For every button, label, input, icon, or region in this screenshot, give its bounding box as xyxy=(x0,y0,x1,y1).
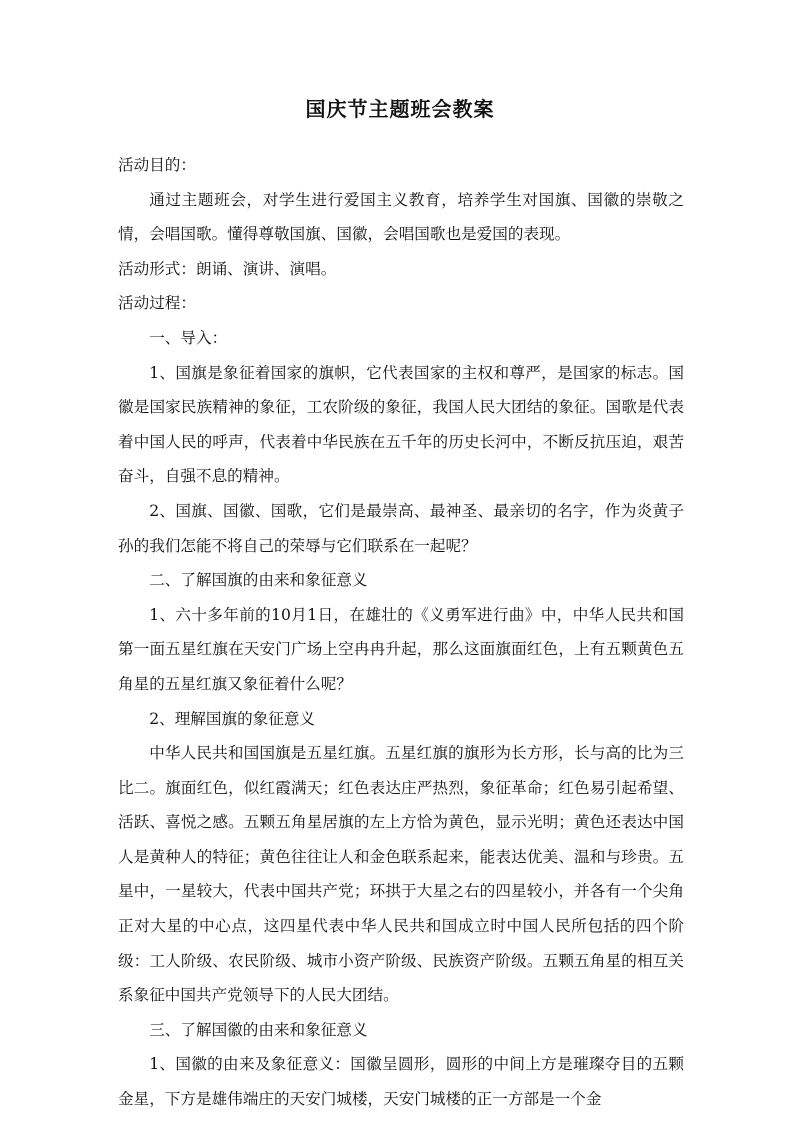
paragraph: 活动目的： xyxy=(118,156,196,174)
paragraph: 1、国旗是象征着国家的旗帜，它代表国家的主权和尊严，是国家的标志。国徽是国家民族精神的象征，工农阶级的象征，我国人民大团结的象征。国歌是代表着中国人民的呼声，代表着中华民族在五千年的历史长河中，不断反抗压迫，艰苦奋斗，自强不息的精神。 xyxy=(118,363,684,486)
paragraph: 活动过程： xyxy=(118,294,196,313)
paragraph: 活动形式：朗诵、演讲、演唱。 xyxy=(118,259,337,278)
document-title: 国庆节主题班会教案 xyxy=(305,97,495,121)
section-heading: 一、导入： xyxy=(149,328,228,347)
section-heading: 二、了解国旗的由来和象征意义 xyxy=(149,571,368,590)
section-heading: 三、了解国徽的由来和象征意义 xyxy=(149,1020,368,1039)
paragraph: 2、国旗、国徽、国歌，它们是最崇高、最神圣、最亲切的名字，作为炎黄子孙的我们怎能不将自己的荣辱与它们联系在一起呢？ xyxy=(118,501,684,555)
paragraph: 通过主题班会，对学生进行爱国主义教育，培养学生对国旗、国徽的崇敬之情，会唱国歌。懂得尊敬国旗、国徽，会唱国歌也是爱国的表现。 xyxy=(118,190,684,244)
paragraph: 1、国徽的由来及象征意义：国徽呈圆形，圆形的中间上方是璀璨夺目的五颗金星，下方是雄伟端庄的天安门城楼，天安门城楼的正一方部是一个金 xyxy=(118,1055,684,1109)
document-body xyxy=(118,148,684,1117)
paragraph: 1、六十多年前的10月1日，在雄壮的《义勇军进行曲》中，中华人民共和国第一面五星红旗在天安门广场上空冉冉升起，那么这面旗面红色，上有五颗黄色五角星的五星红旗又象征着什么呢？ xyxy=(118,605,684,693)
paragraph: 中华人民共和国国旗是五星红旗。五星红旗的旗形为长方形，长与高的比为三比二。旗面红色，似红霞满天；红色表达庄严热烈，象征革命；红色易引起希望、活跃、喜悦之感。五颗五角星居旗的左上方恰为黄色，显示光明；黄色还表达中国人是黄种人的特征；黄色往往让人和金色联系起来，能表达优美、温和与珍贵。五星中，一星较大，代表中国共产党；环拱于大星之右的四星较小，并各有一个尖角正对大星的中心点，这四星代表中华人民共和国成立时中国人民所包括的四个阶级：工人阶级、农民阶级、城市小资产阶级、民族资产阶级。五颗五角星的相互关系象征中国共产党领导下的人民大团结。 xyxy=(118,744,684,1005)
subsection-heading: 2、理解国旗的象征意义 xyxy=(149,709,316,728)
